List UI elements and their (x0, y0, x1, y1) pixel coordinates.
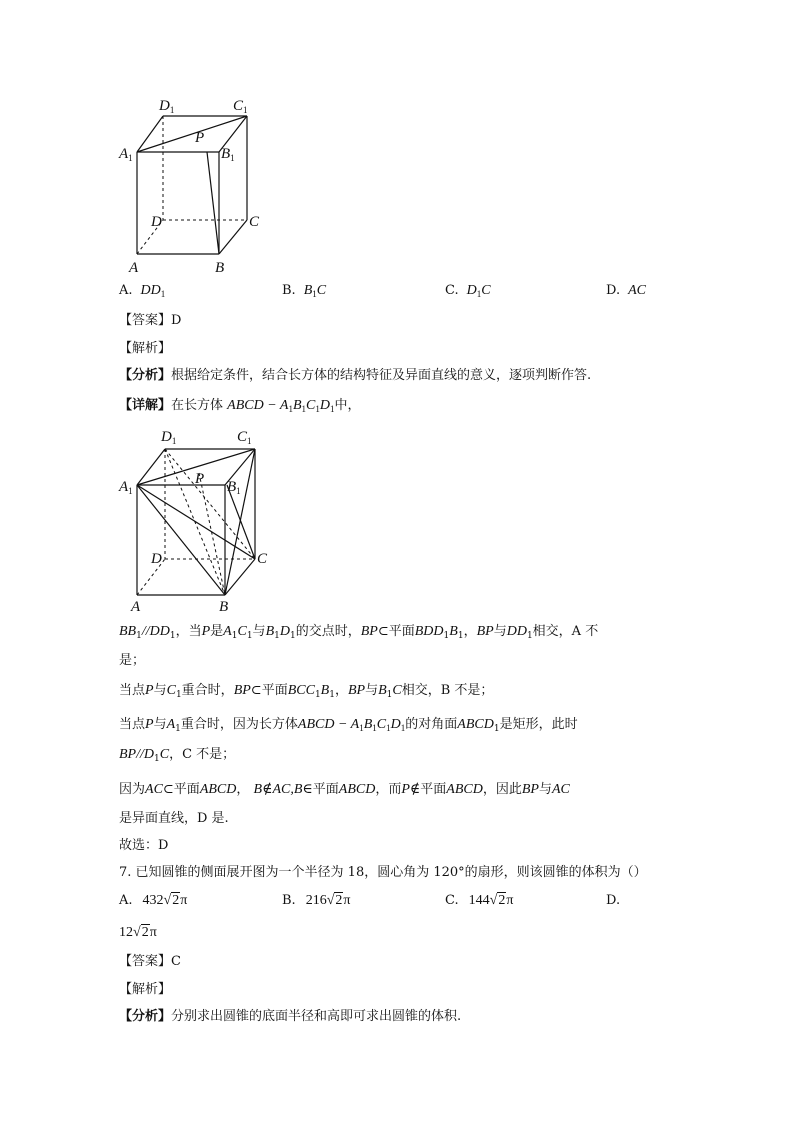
label-D1: $D_1$ (159, 98, 175, 115)
q6-option-b: B. $B_1C$ (282, 283, 327, 299)
label-B1: $B_1$ (221, 146, 235, 163)
label-B: B (215, 260, 225, 276)
q6-para-4-line-1: 因为AC⊂平面ABCD， B∉AC,B∈平面ABCD，而P∉平面ABCD，因此BP与AC (119, 782, 570, 797)
label-D: D (151, 214, 162, 230)
label2-D: D (151, 551, 162, 567)
q7-option-c: C. 144√2π (445, 893, 514, 908)
q6-answer: 【答案】D (119, 313, 182, 328)
q6-para-3-line-2: $BP//D_1C$，C 不是； (119, 747, 236, 764)
q6-analysis-title: 【解析】 (119, 341, 172, 356)
q6-detail: 【详解】在长方体 ABCD − $A_1B_1C_1D_1$中， (119, 398, 361, 414)
cuboid-figure-1 (115, 90, 275, 280)
q6-fenxi: 【分析】根据给定条件，结合长方体的结构特征及异面直线的意义，逐项判断作答. (119, 368, 592, 383)
label2-A: A (131, 599, 141, 615)
label2-C1: $C_1$ (237, 429, 252, 446)
q6-option-d: D. AC (606, 283, 646, 298)
label2-C: C (257, 551, 268, 567)
label2-P: P (195, 471, 205, 487)
label2-B: B (219, 599, 229, 615)
q7-analysis-title: 【解析】 (119, 982, 172, 997)
q6-option-a: A. $DD_1$ (119, 283, 166, 299)
label-C1: $C_1$ (233, 98, 248, 115)
cuboid-figure-2 (115, 423, 285, 618)
label2-D1: $D_1$ (161, 429, 177, 446)
label2-B1: $B_1$ (227, 479, 241, 496)
q6-para-4-line-2: 是异面直线，D 是. (119, 811, 229, 826)
q7-option-d-value: 12√2π (119, 925, 157, 940)
q6-choice: 故选：D (119, 838, 169, 853)
cuboid-figure-1-svg (115, 90, 275, 280)
label-A1: $A_1$ (119, 146, 133, 163)
label-A: A (129, 260, 139, 276)
q6-para-1-line-1: $BB_1//DD_1$，当P是$A_1C_1$与$B_1D_1$的交点时，BP⊂平面$BDD_1B_1$，BP与$DD_1$相交，A 不 (119, 624, 599, 641)
q6-para-3-line-1: 当点P与$A_1$重合时，因为长方体ABCD − $A_1B_1C_1D_1$的对角面$ABCD_1$是矩形，此时 (119, 717, 578, 734)
q6-option-c: C. $D_1C$ (445, 283, 491, 299)
label2-A1: $A_1$ (119, 479, 133, 496)
label-P: P (195, 130, 205, 146)
label-C: C (249, 214, 260, 230)
q7-text: 7. 已知圆锥的侧面展开图为一个半径为 18，圆心角为 120°的扇形，则该圆锥的体积为（） (119, 865, 647, 880)
cuboid-figure-2-svg (115, 423, 285, 618)
q7-fenxi: 【分析】分别求出圆锥的底面半径和高即可求出圆锥的体积. (119, 1009, 462, 1024)
q6-para-2: 当点P与$C_1$重合时，BP⊂平面$BCC_1B_1$，BP与$B_1C$相交，B 不是； (119, 683, 494, 700)
q7-answer: 【答案】C (119, 954, 181, 969)
q7-option-a: A. 432√2π (119, 893, 188, 908)
q7-option-d-letter: D. (606, 893, 621, 908)
q7-option-b: B. 216√2π (282, 893, 351, 908)
q6-para-1-line-2: 是； (119, 653, 146, 668)
